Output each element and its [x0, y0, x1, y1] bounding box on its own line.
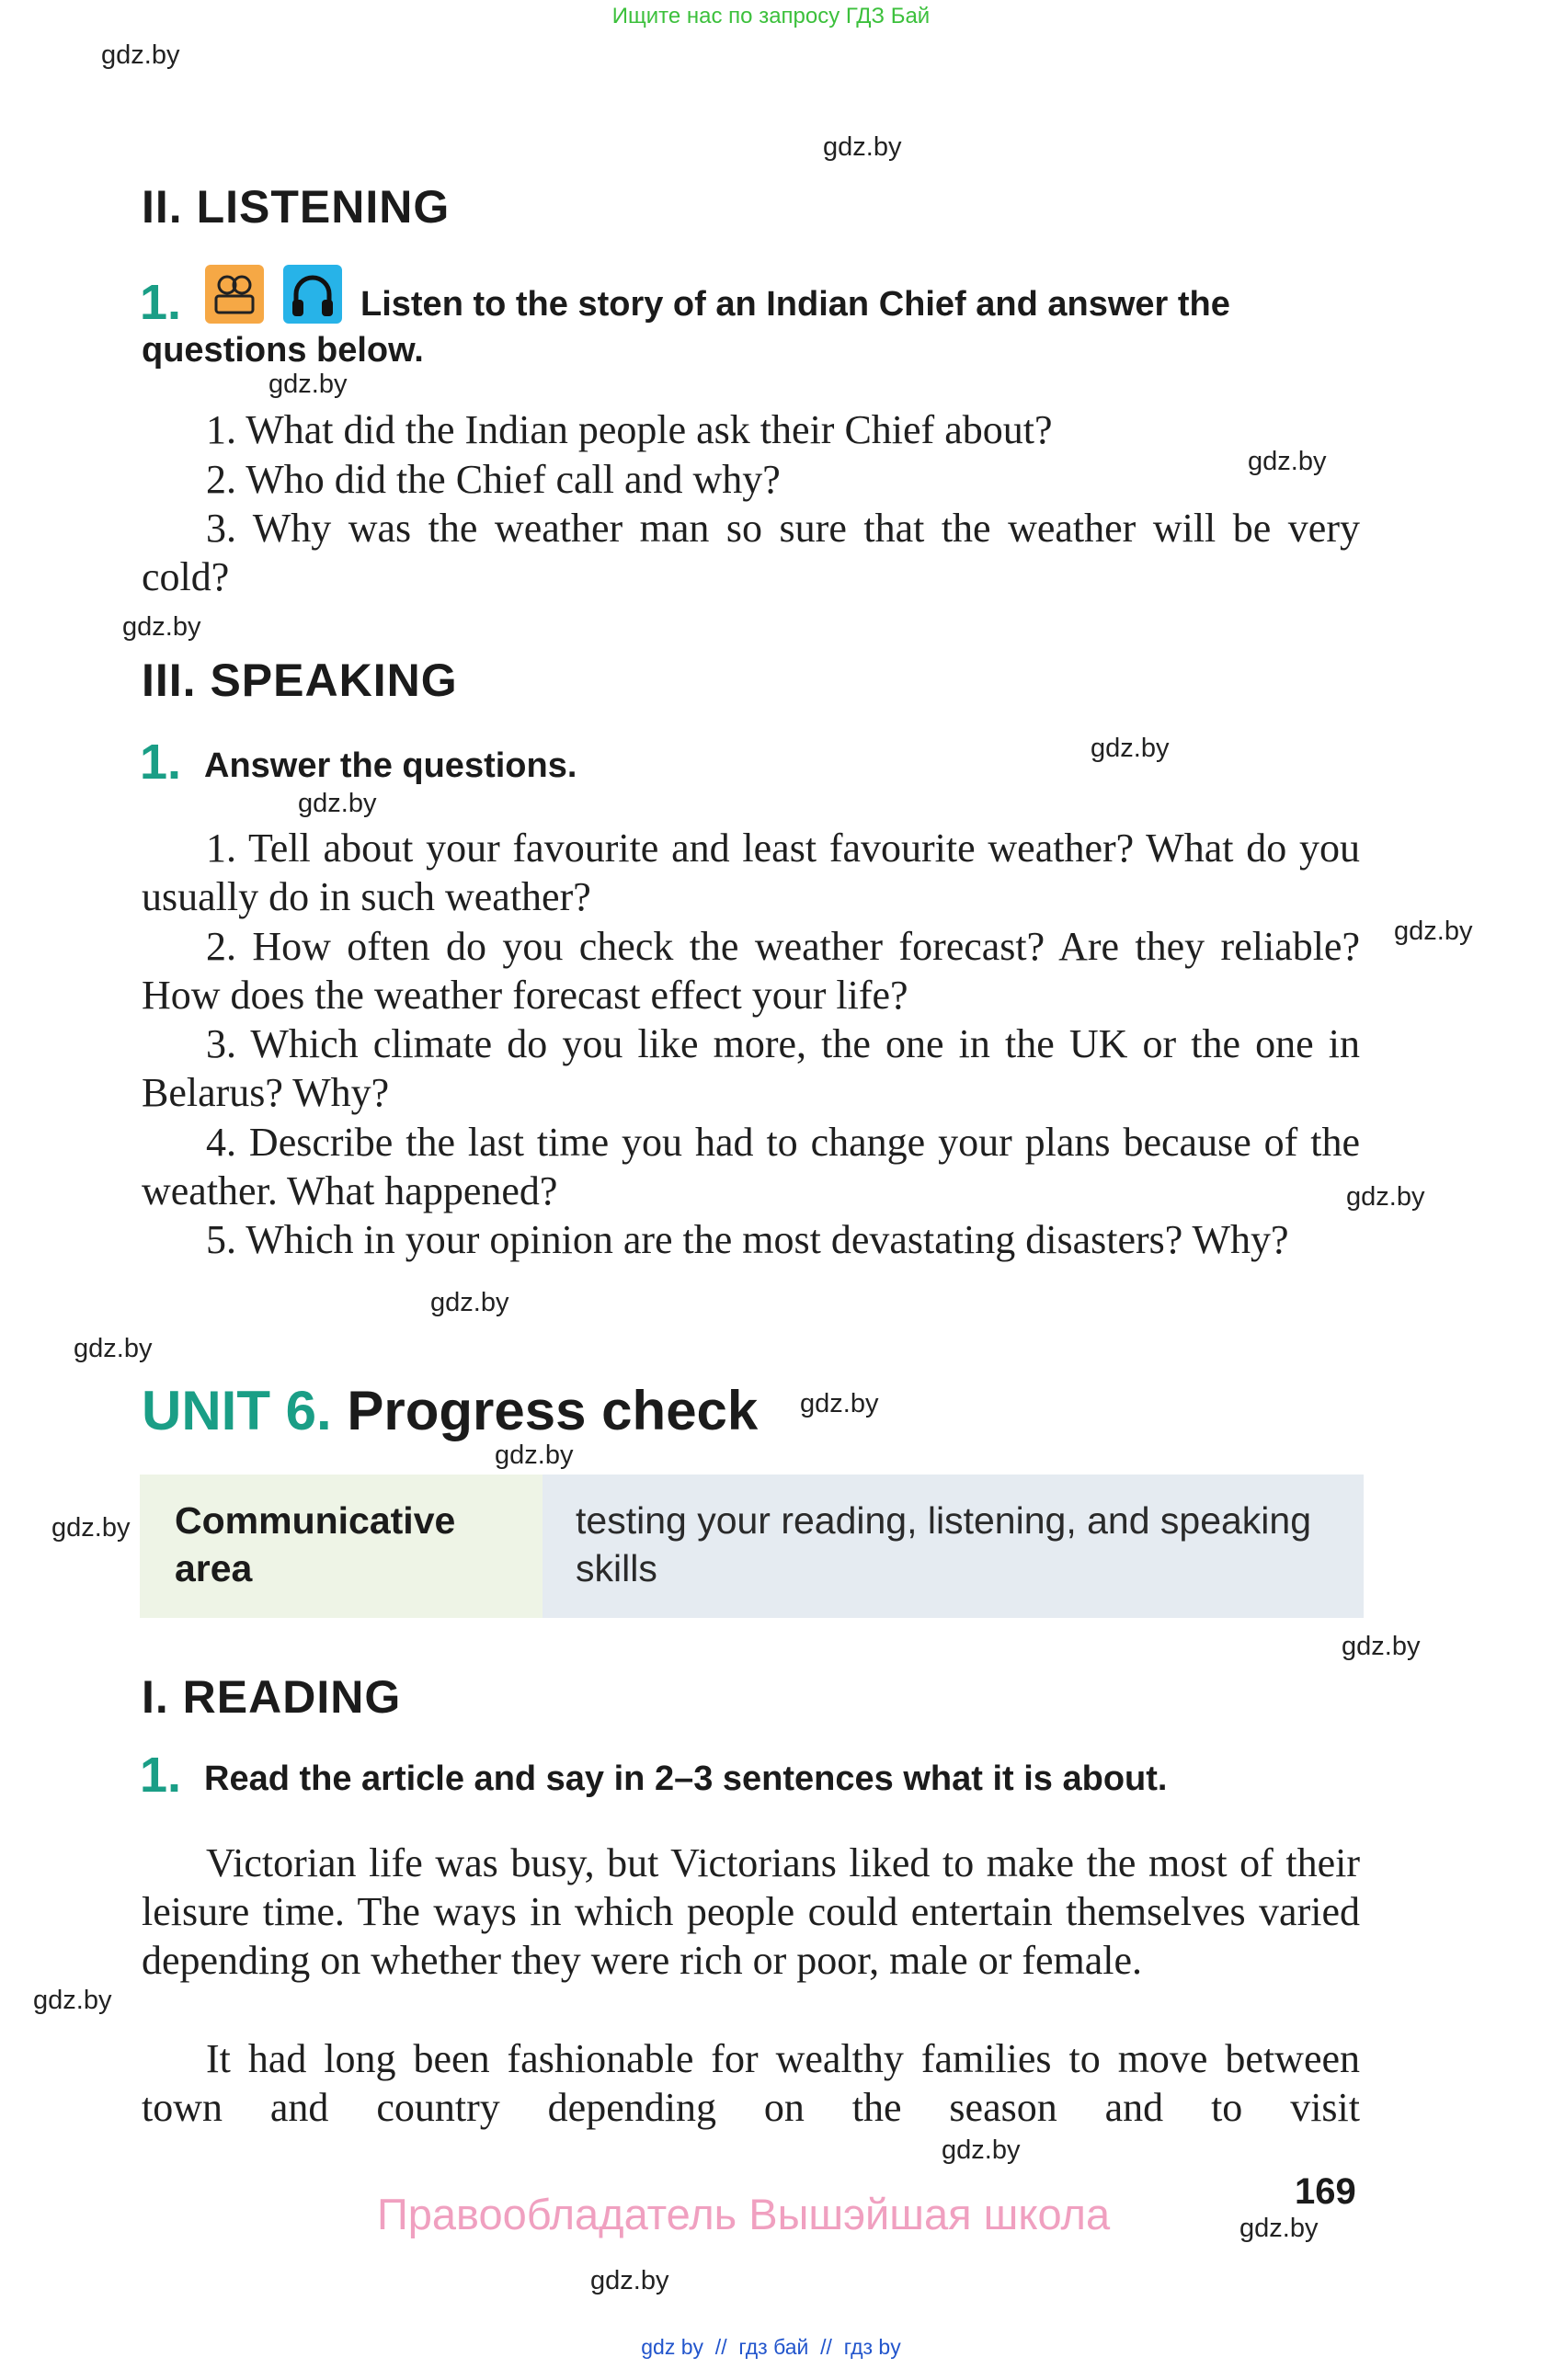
listening-instruction-line2: questions below.: [142, 331, 424, 370]
watermark: gdz.by: [1248, 447, 1327, 476]
watermark: gdz.by: [495, 1441, 574, 1470]
watermark: gdz.by: [268, 370, 348, 399]
area-value-cell: [543, 1475, 1364, 1618]
reading-heading: I. READING: [142, 1671, 402, 1723]
headphones-icon: [283, 265, 342, 324]
header-note: Ищите нас по запросу ГДЗ Бай: [611, 4, 931, 28]
reading-instruction: Read the article and say in 2–3 sentences what it is about.: [204, 1759, 1168, 1798]
footer-links[interactable]: gdz by // гдз бай // гдз by: [641, 2335, 901, 2359]
listening-instruction-line1: Listen to the story of an Indian Chief and answer the: [360, 285, 1230, 324]
listening-question: 2. Who did the Chief call and why?: [206, 457, 781, 502]
area-label-cell: [140, 1475, 543, 1618]
speaking-heading: III. SPEAKING: [142, 655, 458, 706]
unit-heading: [142, 1379, 758, 1442]
watermark: gdz.by: [51, 1513, 131, 1543]
watermark: gdz.by: [1342, 1632, 1421, 1661]
unit-label: UNIT 6.: [142, 1380, 332, 1441]
watermark: gdz.by: [823, 132, 902, 162]
watermark: gdz.by: [1394, 917, 1473, 946]
watermark: gdz.by: [1091, 734, 1170, 763]
unit-title: Progress check: [347, 1380, 759, 1441]
reading-paragraph: It had long been fashionable for wealthy families to move between town and country depending on the season and to visit: [142, 2036, 1360, 2130]
reading-exercise-number: 1.: [140, 1748, 182, 1803]
listening-exercise-number: 1.: [140, 275, 182, 330]
watermark: gdz.by: [33, 1986, 112, 2015]
watermark: gdz.by: [590, 2266, 669, 2295]
watermark: gdz.by: [101, 40, 180, 70]
watermark: gdz.by: [298, 789, 377, 818]
watermark: gdz.by: [122, 612, 201, 642]
watermark: gdz.by: [942, 2135, 1021, 2165]
listening-question: 1. What did the Indian people ask their Chief about?: [206, 407, 1053, 452]
page-number: 169: [1295, 2171, 1356, 2212]
speaking-question: 2. How often do you check the weather forecast? Are they reliable? How does the weather forecast effect your life?: [142, 924, 1360, 1018]
communicative-area-table: [140, 1475, 1364, 1618]
area-value: testing your reading, listening, and speaking skills: [576, 1499, 1312, 1589]
speaking-question: 1. Tell about your favourite and least favourite weather? What do you usually do in such weather?: [142, 826, 1360, 919]
speaking-question: 4. Describe the last time you had to change your plans because of the weather. What happened?: [142, 1120, 1360, 1213]
reading-paragraph: Victorian life was busy, but Victorians liked to make the most of their leisure time. The ways in which people could entertain themselves varied depending on whether they were rich or poor, male or female.: [142, 1840, 1360, 1983]
area-label: Communicative area: [175, 1499, 456, 1589]
watermark: gdz.by: [430, 1288, 509, 1317]
watermark: gdz.by: [1239, 2214, 1319, 2243]
speaking-question: 3. Which climate do you like more, the one in the UK or the one in Belarus? Why?: [142, 1021, 1360, 1115]
speaking-question: 5. Which in your opinion are the most devastating disasters? Why?: [206, 1217, 1289, 1262]
listening-heading: II. LISTENING: [142, 181, 451, 233]
group-work-icon: [205, 265, 264, 324]
speaking-instruction: Answer the questions.: [204, 746, 577, 785]
copyright: Правообладатель Вышэйшая школа: [377, 2190, 1111, 2238]
speaking-exercise-number: 1.: [140, 734, 182, 790]
watermark: gdz.by: [800, 1389, 879, 1418]
listening-question: 3. Why was the weather man so sure that the weather will be very cold?: [142, 506, 1360, 599]
watermark: gdz.by: [74, 1334, 153, 1363]
watermark: gdz.by: [1346, 1182, 1425, 1212]
